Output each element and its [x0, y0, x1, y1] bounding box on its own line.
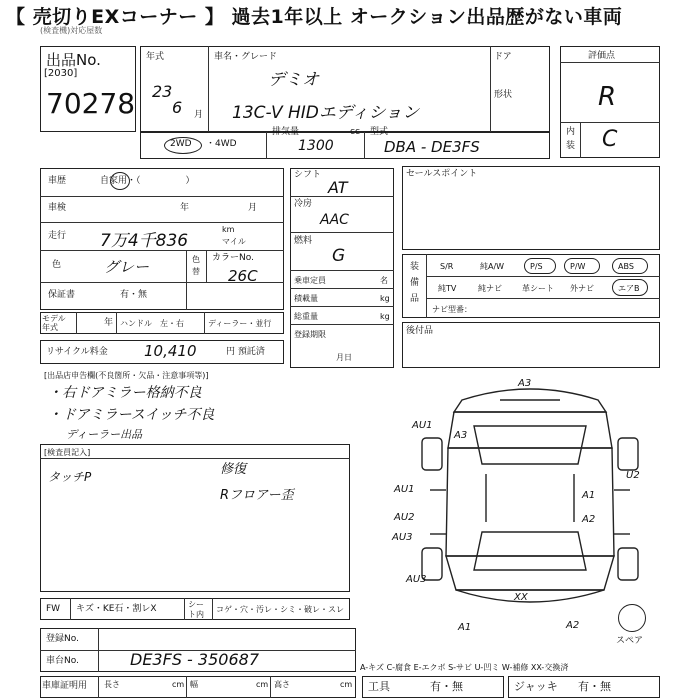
chassis-label: 車台No.	[46, 656, 79, 666]
spare-label: スペア	[616, 636, 644, 646]
aircon-value: AAC	[320, 212, 349, 228]
colorno-label: カラーNo.	[212, 253, 254, 263]
registration-unit: 月日	[336, 353, 352, 362]
displacement-value: 1300	[298, 138, 334, 154]
diagram-label: A3	[454, 430, 468, 441]
inspection-label: 車検	[48, 203, 67, 213]
diagram-label: AU2	[394, 512, 415, 523]
car-grade: 13C-V HIDエディション	[232, 103, 420, 123]
lot-label: 出品No.	[46, 51, 101, 69]
banner	[0, 0, 700, 35]
equip-ext-navi: 外ナビ	[570, 284, 594, 293]
chassis-value: DE3FS - 350687	[130, 650, 259, 669]
displacement-unit: cc	[350, 127, 360, 137]
jack-options: 有・無	[578, 680, 611, 693]
warranty-options: 有・無	[120, 290, 148, 300]
year-label: 年式	[146, 52, 165, 62]
model-year-label-2: 年式	[42, 323, 58, 332]
diagram-label: XX	[514, 592, 528, 603]
diagram-label: A3	[518, 378, 532, 389]
inspector-label: [検査員記入]	[44, 448, 91, 457]
model-code-label: 型式	[370, 127, 389, 137]
history-circle	[110, 172, 130, 190]
cert-height: 高さ	[274, 680, 290, 689]
inspection-month-unit: 月	[248, 203, 258, 213]
mileage-unit-mile: マイル	[222, 237, 246, 246]
inspector-line-1: タッチP	[48, 470, 92, 484]
equip-airbag: エアB	[618, 284, 640, 293]
capacity-unit: 名	[380, 276, 388, 285]
rating-value: R	[598, 82, 617, 112]
cut-top-text: (検査機)対応屋数	[40, 26, 103, 35]
equip-ps: P/S	[530, 262, 543, 271]
notes-line-1: ・右ドアミラー格納不良	[48, 385, 202, 401]
drive-2wd: 2WD	[170, 139, 192, 149]
model-year-unit: 年	[104, 318, 114, 328]
interior-label-1: 内	[566, 127, 576, 137]
equip-leather: 革シート	[522, 284, 554, 293]
recycle-value: 10,410	[144, 342, 197, 360]
mileage-label: 走行	[48, 231, 67, 241]
garage-cert-row	[40, 676, 356, 698]
banner-text: 【 売切りEXコーナー 】 過去1年以上 オークション出品歴がない車両	[6, 6, 623, 28]
color-change-label-1: 色	[192, 255, 200, 264]
equip-pw: P/W	[570, 262, 586, 271]
cert-length: 長さ	[104, 680, 120, 689]
floor-label: FW	[46, 604, 61, 614]
year-month-unit: 月	[194, 110, 204, 120]
dealer-label: ディーラー・並行	[208, 319, 272, 328]
equipment-label-1: 装	[410, 262, 420, 272]
weight-label: 総重量	[294, 312, 318, 321]
model-year-label-1: モデル	[42, 314, 66, 323]
car-damage-diagram	[392, 378, 660, 633]
cert-label: 車庫証明用	[42, 681, 88, 691]
mileage-unit-km: km	[222, 225, 235, 234]
car-model: デミオ	[268, 70, 319, 90]
later-install-box	[402, 322, 660, 368]
equip-sr: S/R	[440, 262, 454, 271]
recycle-unit: 円 預託済	[226, 347, 265, 357]
diagram-label: AU3	[406, 574, 427, 585]
load-unit: kg	[380, 294, 390, 303]
color-change-label-2: 替	[192, 267, 200, 276]
lot-number: 70278	[46, 87, 136, 120]
cert-width: 幅	[190, 680, 198, 689]
inspection-year-unit: 年	[180, 203, 190, 213]
tools-label: 工具	[368, 680, 390, 693]
registration-label: 登録期限	[294, 330, 326, 339]
equipment-label-2: 備	[410, 278, 420, 288]
door-label: ドア	[494, 52, 512, 62]
jack-label: ジャッキ	[514, 680, 558, 693]
fuel-value: G	[332, 246, 346, 266]
lot-stamp: [2030]	[44, 68, 78, 79]
name-label: 車名・グレード	[214, 52, 278, 62]
cert-height-cm: cm	[340, 680, 353, 689]
shift-value: AT	[328, 178, 348, 197]
aircon-label: 冷房	[294, 199, 313, 209]
shape-label: 形状	[494, 90, 513, 100]
diagram-label: A2	[582, 514, 596, 525]
handle-label: ハンドル	[120, 319, 152, 328]
later-install-label: 後付品	[406, 326, 434, 336]
interior-label-2: 装	[566, 141, 576, 151]
floor-text: キズ・KE石・割レX	[76, 604, 157, 614]
reg-no-label: 登録No.	[46, 634, 79, 644]
equip-navi: 純ナビ	[478, 284, 502, 293]
notes-line-3: ディーラー出品	[66, 428, 143, 441]
recycle-label: リサイクル料金	[46, 347, 108, 357]
drive-4wd: ・4WD	[206, 139, 237, 149]
tools-options: 有・無	[430, 680, 463, 693]
interior-value: C	[602, 127, 618, 152]
diagram-label: AU1	[394, 484, 415, 495]
diagram-label: U2	[626, 470, 640, 481]
capacity-label: 乗車定員	[294, 276, 326, 285]
seat-text: コゲ・穴・汚レ・シミ・破レ・スレ	[216, 605, 344, 614]
inspector-line-2: 修復	[220, 462, 247, 477]
inspector-box	[40, 444, 350, 592]
handle-options: 左・右	[160, 319, 184, 328]
equip-aw: 純A/W	[480, 262, 505, 271]
weight-unit: kg	[380, 312, 390, 321]
diagram-label: AU1	[412, 420, 433, 431]
inspector-line-3: Rフロアー歪	[220, 488, 294, 503]
seat-label-1: シー	[188, 600, 204, 609]
seat-label-2: ト内	[188, 610, 204, 619]
mileage-value: 7万4千836	[100, 231, 189, 251]
equip-tv: 純TV	[438, 284, 457, 293]
cert-width-cm: cm	[256, 680, 269, 689]
load-label: 積載量	[294, 294, 318, 303]
warranty-label: 保証書	[48, 290, 76, 300]
damage-legend: A-キズ C-腐食 E-エクボ S-サビ U-凹ミ W-補修 XX-交換済	[360, 663, 569, 672]
rating-label: 評価点	[588, 51, 616, 61]
fuel-label: 燃料	[294, 236, 313, 246]
year-era: 23	[152, 82, 173, 101]
year-month: 6	[172, 98, 183, 117]
navi-model-label: ナビ型番：	[432, 305, 472, 314]
diagram-label: AU3	[392, 532, 413, 543]
history-label: 車歴	[48, 176, 67, 186]
shift-label: シフト	[294, 170, 322, 180]
colorno-value: 26C	[228, 267, 258, 285]
equipment-label-3: 品	[410, 294, 420, 304]
displacement-label: 排気量	[272, 127, 300, 137]
sales-point-label: セールスポイント	[406, 169, 478, 179]
spare-tire-icon	[618, 604, 646, 632]
notes-label: [出品店申告欄(不良箇所・欠品・注意事項等)]	[44, 371, 209, 380]
model-code-value: DBA - DE3FS	[384, 138, 480, 156]
equip-abs: ABS	[618, 262, 634, 271]
diagram-label: A2	[566, 620, 580, 631]
color-value: グレー	[104, 258, 150, 276]
cert-length-cm: cm	[172, 680, 185, 689]
color-label: 色	[52, 260, 62, 270]
diagram-label: A1	[582, 490, 596, 501]
history-value: 自家用・（ ）	[100, 176, 195, 186]
notes-line-2: ・ドアミラースイッチ不良	[48, 407, 215, 423]
diagram-label: A1	[458, 622, 472, 633]
